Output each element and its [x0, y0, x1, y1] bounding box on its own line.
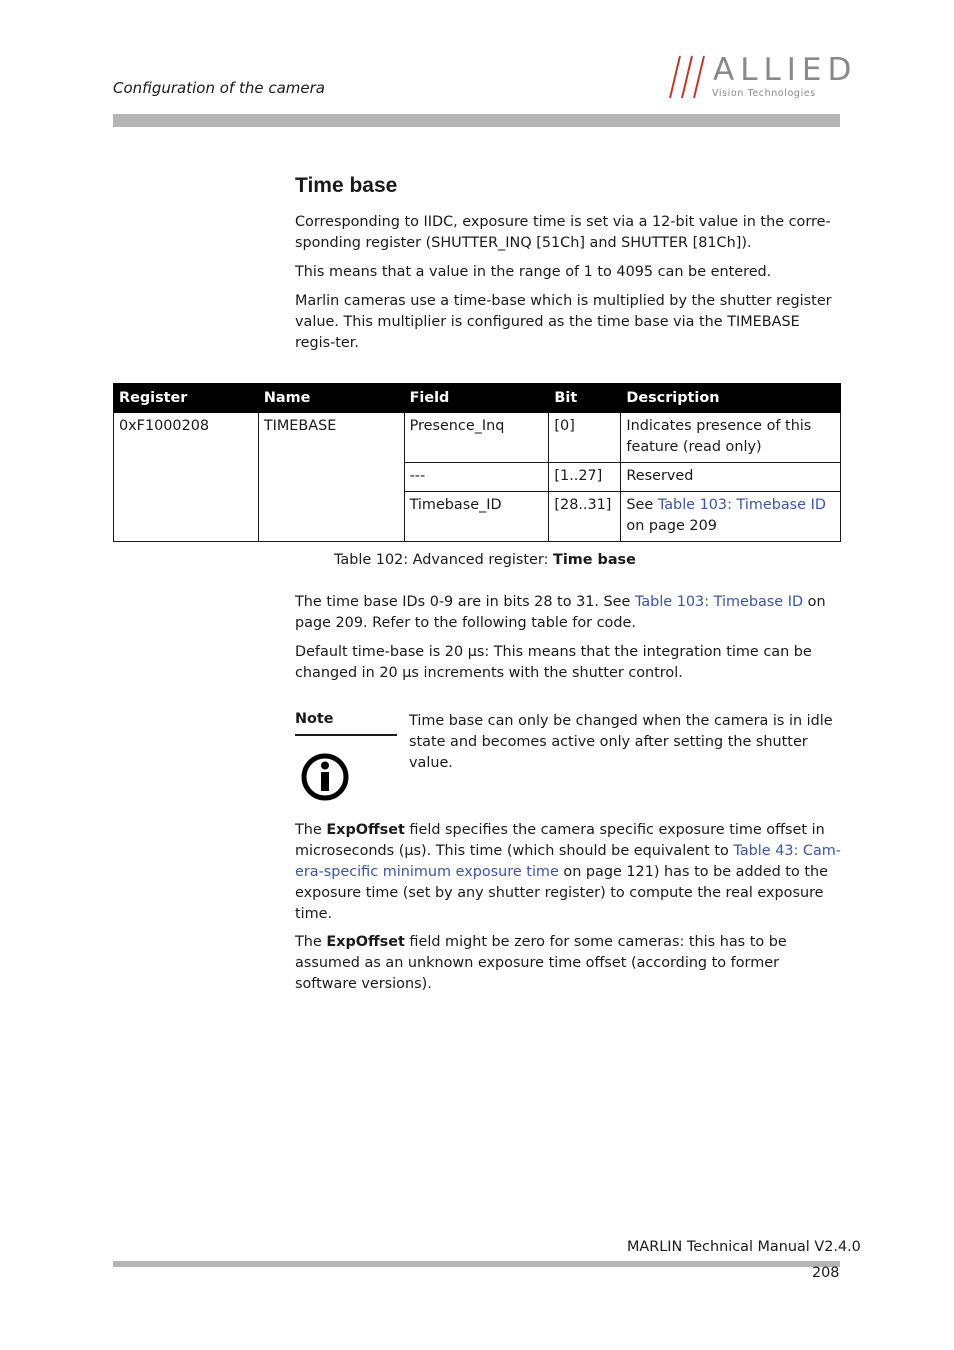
logo-slashes-icon — [668, 54, 712, 98]
link-table-43[interactable]: Table 43: Cam-era-specific minimum exposure time — [295, 843, 842, 880]
text-segment: The — [295, 822, 327, 838]
description-cell: Reserved — [621, 463, 841, 492]
col-header-field: Field — [404, 384, 549, 413]
text-segment: The time base IDs 0-9 are in bits 28 to 31. See — [295, 594, 635, 610]
text-segment: on page 121) has to be added to the exposure time (set by any shutter register) to compute the real exposure time. — [295, 864, 828, 922]
info-icon — [300, 752, 350, 802]
default-timebase-paragraph: Default time-base is 20 µs: This means that the integration time can be changed in 20 µs increments with the shutter control. — [295, 644, 812, 681]
intro-paragraph-2: This means that a value in the range of 1 to 4095 can be entered. — [295, 264, 772, 280]
bit-cell: [28..31] — [549, 492, 621, 542]
col-header-bit: Bit — [549, 384, 621, 413]
col-header-register: Register — [114, 384, 259, 413]
expoffset-paragraph-2 — [295, 932, 843, 995]
text-segment: field might be zero for some cameras: this has to be assumed as an unknown exposure time offset (according to former software versions). — [295, 934, 787, 992]
link-table-103[interactable]: Table 103: Timebase ID — [634, 594, 804, 610]
description-cell — [621, 492, 841, 542]
logo-subtitle: Vision Technologies — [712, 88, 816, 99]
register-table — [113, 383, 841, 542]
col-header-description: Description — [621, 384, 841, 413]
section-title: Time base — [295, 174, 398, 197]
note-label: Note — [295, 711, 334, 727]
field-cell: --- — [404, 463, 549, 492]
allied-logo — [668, 50, 858, 100]
field-cell: Presence_Inq — [404, 413, 549, 463]
text-segment: on page 209. Refer to the following table for code. — [295, 594, 826, 631]
register-cell: 0xF1000208 — [114, 413, 259, 542]
expoffset-term: ExpOffset — [326, 934, 405, 950]
table-caption — [334, 552, 636, 568]
footer-bar — [113, 1261, 840, 1267]
header-bar — [113, 114, 840, 127]
note-text: Time base can only be changed when the camera is in idle state and becomes active only after setting the shutter value. — [409, 713, 833, 771]
page-number: 208 — [812, 1265, 840, 1281]
note-divider — [295, 734, 397, 736]
caption-prefix: Table 102: Advanced register: — [334, 552, 553, 568]
table-header-row — [114, 384, 841, 413]
table-row — [114, 413, 841, 463]
logo-text: ALLIED — [713, 52, 858, 88]
caption-bold: Time base — [553, 552, 636, 568]
desc-suffix: on page 209 — [626, 518, 717, 534]
expoffset-paragraph-1 — [295, 820, 843, 925]
field-cell: Timebase_ID — [404, 492, 549, 542]
bit-cell: [1..27] — [549, 463, 621, 492]
text-segment: field specifies the camera specific exposure time offset in microseconds (µs). This time (which should be equivalent to — [295, 822, 825, 859]
name-cell: TIMEBASE — [258, 413, 404, 542]
description-cell: Indicates presence of this feature (read only) — [621, 413, 841, 463]
footer-title: MARLIN Technical Manual V2.4.0 — [627, 1239, 861, 1255]
expoffset-term: ExpOffset — [326, 822, 405, 838]
intro-paragraph-1: Corresponding to IIDC, exposure time is set via a 12-bit value in the corre-sponding register (SHUTTER_INQ [51Ch] and SHUTTER [81Ch]). — [295, 214, 831, 251]
intro-paragraph-3: Marlin cameras use a time-base which is multiplied by the shutter register value. This multiplier is configured as the time base via the TIMEBASE regis-ter. — [295, 293, 832, 351]
running-header: Configuration of the camera — [113, 79, 325, 97]
col-header-name: Name — [258, 384, 404, 413]
text-segment: The — [295, 934, 327, 950]
bit-cell: [0] — [549, 413, 621, 463]
link-table-103[interactable]: Table 103: Timebase ID — [657, 497, 826, 513]
timebase-ids-paragraph — [295, 592, 843, 634]
desc-prefix: See — [626, 497, 658, 513]
